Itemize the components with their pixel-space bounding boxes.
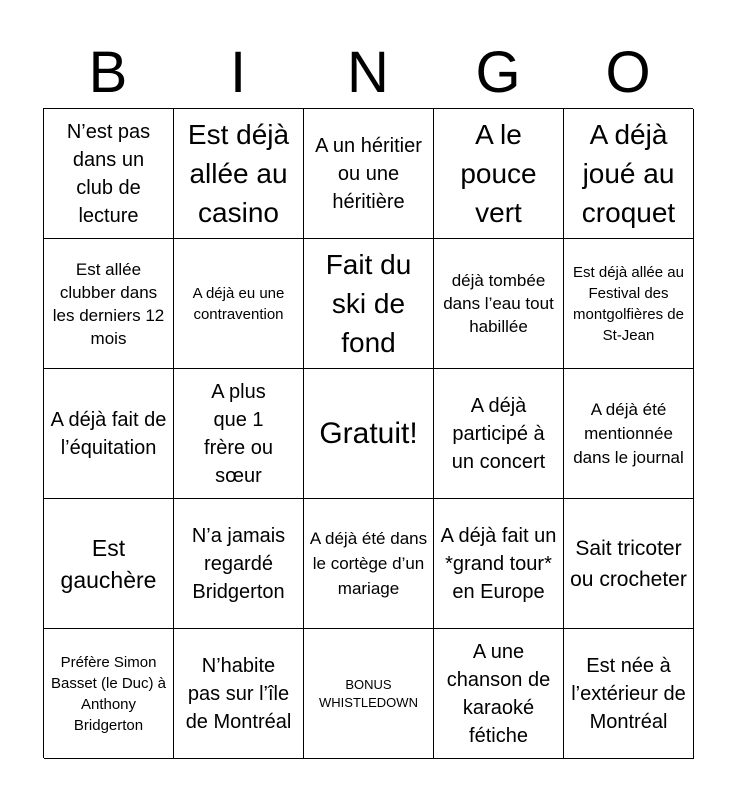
bingo-cell[interactable] (304, 109, 434, 239)
bingo-cell[interactable] (174, 499, 304, 629)
bingo-cell[interactable] (304, 369, 434, 499)
bingo-cell[interactable] (44, 629, 174, 759)
bingo-cell[interactable] (44, 369, 174, 499)
bingo-cell[interactable] (434, 369, 564, 499)
bingo-cell[interactable] (174, 109, 304, 239)
cell-text: A déjà été dans le cortège d’un mariage (309, 529, 428, 598)
header-letter-i: I (229, 40, 247, 105)
header-letter-b: B (88, 40, 128, 105)
bingo-cell[interactable] (564, 109, 694, 239)
bingo-cell[interactable] (304, 239, 434, 369)
cell-text: A un héritier ou une héritière (315, 134, 422, 213)
cell-text: Sait tricoter ou crocheter (570, 536, 687, 591)
cell-text: Fait du ski de fond (325, 249, 412, 358)
cell-text: Est née à l’extérieur de Montréal (571, 654, 686, 733)
header-letter-g: G (475, 40, 521, 105)
cell-text: A déjà eu une contravention (192, 284, 285, 323)
bingo-cell[interactable] (434, 239, 564, 369)
cell-text: déjà tombée dans l’eau tout habillée (443, 271, 554, 336)
cell-text: Préfère Simon Basset (le Duc) à Anthony Bridgerton (50, 653, 167, 734)
cell-text: A déjà participé à un concert (451, 394, 546, 473)
header-letter-n: N (347, 40, 389, 105)
cell-text: A déjà été mentionnée dans le journal (573, 399, 684, 467)
bingo-cell[interactable] (564, 629, 694, 759)
cell-text: A le pouce vert (460, 119, 537, 228)
bingo-cell[interactable] (304, 629, 434, 759)
cell-text: Est allée clubber dans les derniers 12 mois (52, 259, 165, 348)
cell-text: Est gauchère (60, 534, 157, 593)
bingo-cell[interactable] (174, 629, 304, 759)
bingo-cell[interactable] (44, 109, 174, 239)
cell-text: Est déjà allée au casino (187, 119, 290, 228)
cell-text: A une chanson de karaoké fétiche (446, 640, 551, 747)
cell-text: N’est pas dans un club de lecture (66, 120, 151, 227)
cell-text: N’habite pas sur l’île de Montréal (185, 654, 292, 733)
cell-text: Gratuit! (319, 417, 418, 450)
bingo-cell[interactable] (564, 369, 694, 499)
bingo-cell[interactable] (174, 239, 304, 369)
cell-text: Est déjà allée au Festival des montgolfières de St-Jean (573, 263, 684, 344)
bingo-cell[interactable] (44, 239, 174, 369)
bingo-cell[interactable] (44, 499, 174, 629)
cell-text: BONUS WHISTLEDOWN (319, 676, 418, 710)
header-letter-o: O (605, 40, 651, 105)
bingo-cell[interactable] (434, 109, 564, 239)
bingo-cell[interactable] (304, 499, 434, 629)
bingo-cell[interactable] (564, 499, 694, 629)
bingo-board (43, 108, 693, 758)
cell-text: A plus que 1 frère ou sœur (204, 380, 273, 487)
bingo-header (43, 38, 693, 108)
cell-text: A déjà joué au croquet (581, 119, 676, 228)
cell-text: N’a jamais regardé Bridgerton (191, 524, 286, 603)
bingo-cell[interactable] (174, 369, 304, 499)
bingo-cell[interactable] (434, 629, 564, 759)
cell-text: A déjà fait un *grand tour* en Europe (440, 524, 557, 603)
bingo-cell[interactable] (434, 499, 564, 629)
cell-text: A déjà fait de l’équitation (50, 408, 167, 459)
bingo-cell[interactable] (564, 239, 694, 369)
